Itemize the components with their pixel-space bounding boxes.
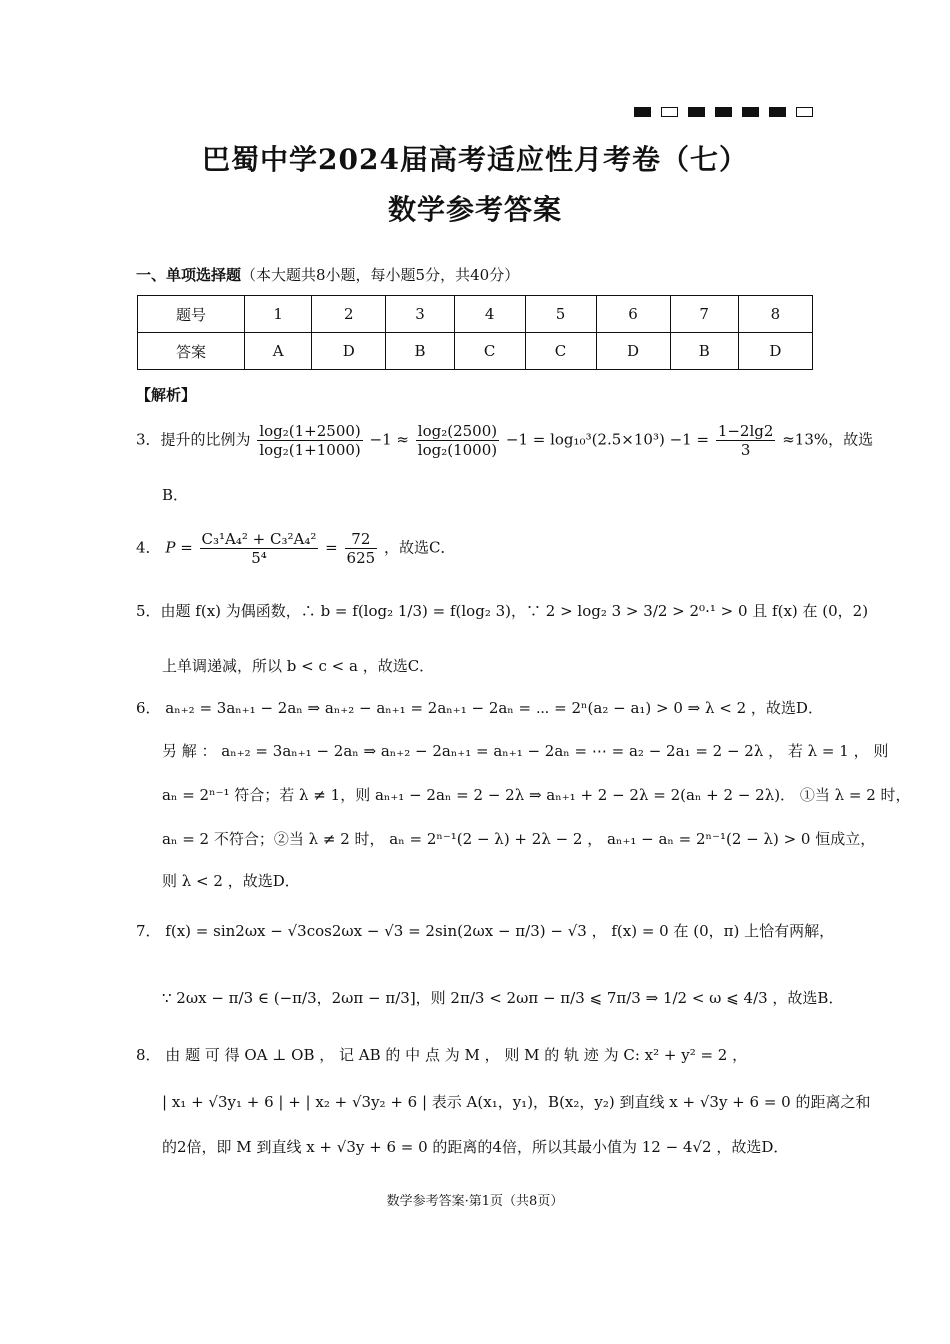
fraction: [345, 530, 378, 567]
denominator: 3: [740, 441, 751, 459]
solution-q8-line3: 的2倍，即 M 到直线 x + √3y + 6 = 0 的距离的4倍，所以其最小值为 12 − 4√2 ，故选D．: [162, 1138, 789, 1156]
section-note: （本大题共8小题，每小题5分，共40分）: [241, 266, 520, 284]
page-subtitle: 数学参考答案: [387, 193, 562, 226]
table-cell: 2: [312, 296, 386, 333]
section-label: 一、单项选择题: [136, 266, 242, 284]
solution-q4: [136, 530, 455, 567]
analysis-label: 【解析】: [136, 386, 197, 404]
solution-q5-line1: 5．由题 f(x) 为偶函数，∴ b = f(log₂ 1/3) = f(log₂ 3)，∵ 2 > log₂ 3 > 3/2 > 2⁰·¹ > 0 且 f(x) 在 (0，2): [136, 602, 869, 620]
numerator: C₃¹A₄² + C₃²A₄²: [201, 530, 317, 548]
fraction: [200, 530, 319, 567]
numerator: log₂(2500): [417, 422, 498, 440]
solution-q3-cont: B．: [162, 486, 189, 504]
solution-q6-line5: 则 λ < 2 ，故选D．: [162, 872, 300, 890]
mark-filled: [688, 107, 705, 117]
fraction: [416, 422, 499, 459]
denominator: 5⁴: [251, 549, 267, 567]
table-row: [138, 296, 813, 333]
table-cell: B: [670, 333, 738, 370]
table-row: [138, 333, 813, 370]
solution-q8-line1: 8． 由 题 可 得 OA ⊥ OB ， 记 AB 的 中 点 为 M ， 则 M 的 轨 迹 为 C: x² + y² = 2 ，: [136, 1046, 748, 1064]
solution-q7-line1: 7． f(x) = sin2ωx − √3cos2ωx − √3 = 2sin(2ωx − π/3) − √3 ， f(x) = 0 在 (0，π) 上恰有两解，: [136, 922, 835, 940]
numerator: log₂(1+2500): [259, 422, 361, 440]
solution-q6-line4: aₙ = 2 不符合；②当 λ ≠ 2 时， aₙ = 2ⁿ⁻¹(2 − λ) + 2λ − 2 ， aₙ₊₁ − aₙ = 2ⁿ⁻¹(2 − λ) > 0 恒成立，: [162, 830, 876, 848]
q4-var: P =: [165, 538, 193, 557]
section-heading: [136, 264, 519, 285]
q4-prefix: 4．: [136, 538, 161, 557]
mark-filled: [634, 107, 651, 117]
row-header: 答案: [138, 333, 245, 370]
denominator: log₂(1000): [417, 441, 498, 459]
row-header: 题号: [138, 296, 245, 333]
solution-q8-line2: | x₁ + √3y₁ + 6 | + | x₂ + √3y₂ + 6 | 表示 A(x₁，y₁)，B(x₂，y₂) 到直线 x + √3y + 6 = 0 的距离之和: [162, 1093, 871, 1111]
table-cell: C: [454, 333, 525, 370]
solution-q6-line2: 另 解 ： aₙ₊₂ = 3aₙ₊₁ − 2aₙ ⇒ aₙ₊₂ − 2aₙ₊₁ = aₙ₊₁ − 2aₙ = ⋯ = a₂ − 2a₁ = 2 − 2λ ， 若 λ = 1 ， 则: [162, 742, 889, 760]
mark-filled: [769, 107, 786, 117]
table-cell: 6: [596, 296, 670, 333]
q3-tail: ≈13%，故选: [782, 430, 874, 449]
table-cell: D: [312, 333, 386, 370]
page-title: 巴蜀中学2024届高考适应性月考卷（七）: [202, 143, 748, 176]
numerator: 1−2lg2: [717, 422, 774, 440]
table-cell: D: [596, 333, 670, 370]
table-cell: D: [738, 333, 812, 370]
table-cell: 1: [245, 296, 312, 333]
solution-q6-line3: aₙ = 2ⁿ⁻¹ 符合；若 λ ≠ 1，则 aₙ₊₁ − 2aₙ = 2 − 2λ ⇒ aₙ₊₁ + 2 − 2λ = 2(aₙ + 2 − 2λ)． ①当 λ = 2 时，: [162, 786, 911, 804]
table-cell: 5: [525, 296, 596, 333]
table-cell: 7: [670, 296, 738, 333]
table-cell: C: [525, 333, 596, 370]
q3-mid: −1 = log₁₀³(2.5×10³) −1 =: [505, 430, 710, 449]
header-marks: [634, 107, 813, 117]
q4-tail: ，故选C．: [383, 538, 456, 557]
denominator: 625: [346, 549, 376, 567]
solution-q5-line2: 上单调递减，所以 b < c < a ，故选C．: [162, 657, 435, 675]
solution-q6-line1: 6． aₙ₊₂ = 3aₙ₊₁ − 2aₙ ⇒ aₙ₊₂ − aₙ₊₁ = 2aₙ₊₁ − 2aₙ = ⋯ = 2ⁿ(a₂ − a₁) > 0 ⇒ λ < 2 ，故选D．: [136, 699, 823, 717]
q4-eq: =: [325, 538, 338, 557]
mark-filled: [742, 107, 759, 117]
table-cell: B: [386, 333, 454, 370]
solution-q3: [136, 422, 873, 459]
page-footer: 数学参考答案·第1页（共8页）: [386, 1194, 564, 1209]
answer-table: [137, 295, 813, 370]
numerator: 72: [345, 530, 378, 549]
table-cell: 4: [454, 296, 525, 333]
mark-empty: [661, 107, 678, 117]
table-cell: A: [245, 333, 312, 370]
table-cell: 8: [738, 296, 812, 333]
mark-filled: [715, 107, 732, 117]
fraction: [257, 422, 362, 459]
solution-q7-line2: ∵ 2ωx − π/3 ∈ (−π/3，2ωπ − π/3]，则 2π/3 < 2ωπ − π/3 ⩽ 7π/3 ⇒ 1/2 < ω ⩽ 4/3 ，故选B．: [162, 989, 844, 1007]
mark-empty: [796, 107, 813, 117]
denominator: log₂(1+1000): [259, 441, 361, 459]
q3-mid: −1 ≈: [369, 430, 409, 449]
table-cell: 3: [386, 296, 454, 333]
fraction: [716, 422, 776, 459]
q3-prefix: 3．提升的比例为: [136, 430, 251, 449]
